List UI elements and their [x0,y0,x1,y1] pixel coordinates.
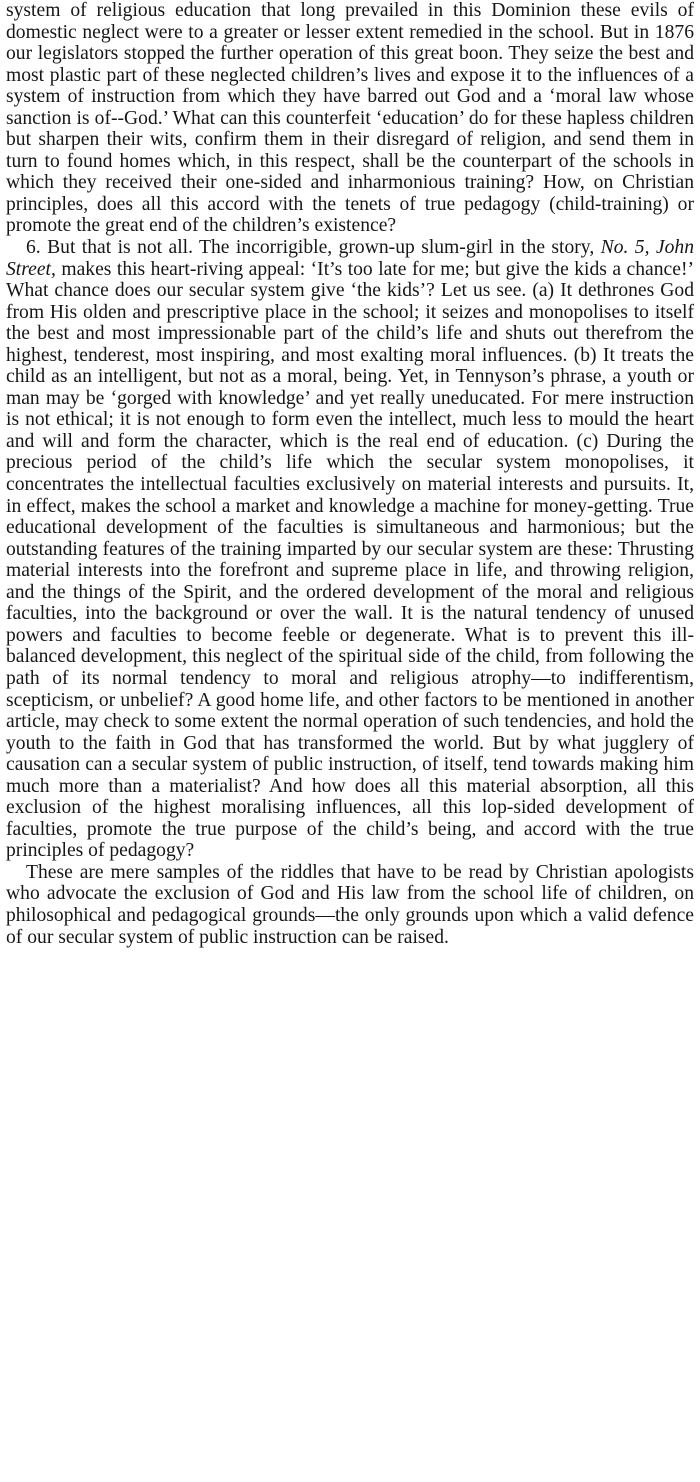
paragraph-text: system of religious education that long prevailed in this Dominion these evils of domestic neglect were to a greater or lesser extent remedied in the school. But in 1876 our legislators stopped the further operation of this great boon. They seize the best and most plastic part of these neglected children’s lives and expose it to the influences of a system of instruction from which they have barred out God and a ‘moral law whose sanction is of--God.’ What can this counterfeit ‘education’ do for these hapless children but sharpen their wits, confirm them in their disregard of religion, and send them in turn to found homes which, in this respect, shall be the counterpart of the schools in which they received their one-sided and inharmonious training? How, on Christian principles, does all this accord with the tenets of true pedagogy (child-training) or promote the great end of the children’s existence? [6,0,694,237]
paragraph-section-6 [6,237,694,862]
paragraph-text: These are mere samples of the riddles that have to be read by Christian apologists who advocate the exclusion of God and His law from the school life of children, on philosophical and pedagogical grounds—the only grounds upon which a valid defence of our secular system of public instruction can be raised. [6,861,694,948]
story-title: No. 5, John Street, [6,237,694,280]
paragraph-text: 6. But that is not all. The incorrigible, grown-up slum-girl in the story, [26,237,601,259]
paragraph-closing [6,862,694,948]
paragraph-continuation [6,0,694,237]
paragraph-text: makes this heart-riving appeal: ‘It’s too late for me; but give the kids a chance!’ What chance does our secular system give ‘the kids’? Let us see. (a) It dethrones God from His olden and prescriptive place in the school; it seizes and monopolises to itself the best and most impressionable part of the child’s life and shuts out therefrom the highest, tenderest, most inspiring, and most exalting moral influences. (b) It treats the child as an intelligent, but not as a moral, being. Yet, in Tennyson’s phrase, a youth or man may be ‘gorged with knowledge’ and yet really uneducated. For mere instruction is not ethical; it is not enough to form even the intellect, much less to mould the heart and will and form the character, which is the real end of education. (c) During the precious period of the child’s life which the secular system monopolises, it concentrates the intellectual faculties exclusively on material interests and pursuits. It, in effect, makes the school a market and knowledge a machine for money-getting. True educational development of the faculties is simultaneous and harmonious; but the outstanding features of the training imparted by our secular system are these: Thrusting material interests into the forefront and supreme place in life, and throwing religion, and the things of the Spirit, and the ordered development of the moral and religious faculties, into the background or over the wall. It is the natural tendency of unused powers and faculties to become feeble or degenerate. What is to prevent this ill-balanced development, this neglect of the spiritual side of the child, from following the path of its normal tendency to moral and religious atrophy—to indifferentism, scepticism, or unbelief? A good home life, and other factors to be mentioned in another article, may check to some extent the normal operation of such tendencies, and hold the youth to the faith in God that has transformed the world. But by what jugglery of causation can a secular system of public instruction, of itself, tend towards making him much more than a materialist? And how does all this material absorption, all this exclusion of the highest moralising influences, all this lop-sided development of faculties, promote the true purpose of the child’s being, and accord with the true principles of pedagogy? [6,258,694,862]
article-column [6,0,694,948]
